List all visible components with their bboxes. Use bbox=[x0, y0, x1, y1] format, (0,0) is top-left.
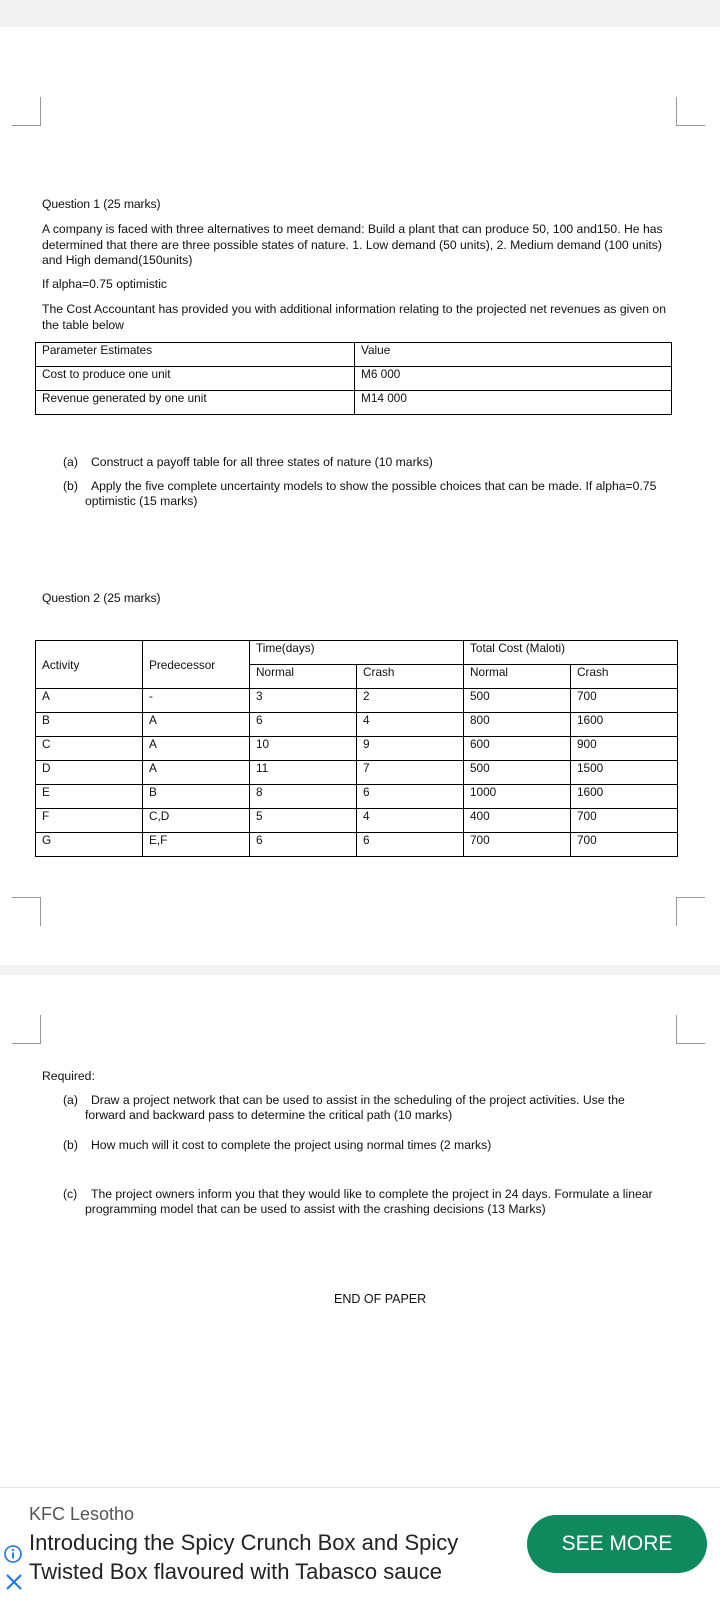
table-cell: 4 bbox=[357, 713, 464, 737]
table-cell: 500 bbox=[464, 689, 571, 713]
q1-part-b bbox=[63, 479, 683, 509]
activity-table bbox=[35, 640, 678, 857]
table-header-cell: Crash bbox=[357, 665, 464, 689]
table-cell: 700 bbox=[464, 833, 571, 857]
table-cell: B bbox=[143, 785, 250, 809]
table-cell: 6 bbox=[250, 713, 357, 737]
activity-table-body bbox=[36, 689, 678, 857]
table-cell: 5 bbox=[250, 809, 357, 833]
table-header-row bbox=[36, 343, 672, 367]
table-cell: A bbox=[143, 713, 250, 737]
table-cell: D bbox=[36, 761, 143, 785]
table-row bbox=[36, 785, 678, 809]
table-cell: E bbox=[36, 785, 143, 809]
table-cell: 11 bbox=[250, 761, 357, 785]
part-text: The project owners inform you that they would like to complete the project in 24 days. Formulate a linear bbox=[91, 1187, 653, 1201]
q2-part-a bbox=[63, 1093, 683, 1123]
table-header-cell: Time(days) bbox=[250, 641, 464, 665]
table-cell: 1000 bbox=[464, 785, 571, 809]
table-cell: Cost to produce one unit bbox=[36, 367, 355, 391]
table-cell: F bbox=[36, 809, 143, 833]
q2-part-b bbox=[63, 1138, 491, 1153]
page-corner-mark bbox=[676, 1015, 705, 1044]
table-cell: 6 bbox=[357, 833, 464, 857]
table-header-cell: Normal bbox=[250, 665, 357, 689]
table-cell: 700 bbox=[571, 833, 678, 857]
q1-alpha-note: If alpha=0.75 optimistic bbox=[42, 277, 167, 291]
table-row bbox=[36, 737, 678, 761]
table-header-row bbox=[36, 641, 678, 665]
table-cell: Value bbox=[355, 343, 672, 367]
part-text: Apply the five complete uncertainty models to show the possible choices that can be made. If alpha=0.75 bbox=[91, 479, 657, 493]
part-label: (a) bbox=[63, 1093, 78, 1107]
table-cell: A bbox=[143, 737, 250, 761]
page-corner-mark bbox=[676, 897, 705, 926]
part-text: optimistic (15 marks) bbox=[85, 494, 198, 508]
table-cell: B bbox=[36, 713, 143, 737]
part-label: (b) bbox=[63, 1138, 78, 1152]
table-cell: 4 bbox=[357, 809, 464, 833]
q1-paragraph-2 bbox=[42, 302, 666, 333]
table-row bbox=[36, 833, 678, 857]
table-header-cell: Normal bbox=[464, 665, 571, 689]
table-cell: G bbox=[36, 833, 143, 857]
page-corner-mark bbox=[12, 897, 41, 926]
table-cell: 1600 bbox=[571, 785, 678, 809]
table-row bbox=[36, 367, 672, 391]
table-cell: Revenue generated by one unit bbox=[36, 391, 355, 415]
ad-headline[interactable]: Introducing the Spicy Crunch Box and Spicy Twisted Box flavoured with Tabasco sauce bbox=[29, 1530, 459, 1584]
text-line: the table below bbox=[42, 317, 124, 332]
ad-banner[interactable] bbox=[0, 1487, 720, 1601]
q1-paragraph-1 bbox=[42, 222, 663, 269]
text-line: determined that there are three possible states of nature. 1. Low demand (50 units), 2. Medium demand (100 units) bbox=[42, 237, 662, 252]
table-cell: 400 bbox=[464, 809, 571, 833]
table-cell: M6 000 bbox=[355, 367, 672, 391]
page-corner-mark bbox=[12, 97, 41, 126]
table-cell: 3 bbox=[250, 689, 357, 713]
part-label: (c) bbox=[63, 1187, 78, 1201]
document-page-2 bbox=[0, 975, 720, 1495]
table-cell: A bbox=[143, 761, 250, 785]
close-icon[interactable] bbox=[5, 1573, 23, 1591]
ad-brand: KFC Lesotho bbox=[29, 1504, 135, 1524]
text-line: A company is faced with three alternatives to meet demand: Build a plant that can produce 50, 100 and150. He has bbox=[42, 222, 663, 236]
question-1-heading: Question 1 (25 marks) bbox=[42, 197, 161, 211]
table-cell: M14 000 bbox=[355, 391, 672, 415]
table-row bbox=[36, 689, 678, 713]
end-of-paper: END OF PAPER bbox=[334, 1292, 427, 1306]
required-heading: Required: bbox=[42, 1069, 95, 1083]
table-row bbox=[36, 391, 672, 415]
text-line: The Cost Accountant has provided you with additional information relating to the projected net revenues as given on bbox=[42, 302, 666, 316]
table-cell: 7 bbox=[357, 761, 464, 785]
table-cell: 2 bbox=[357, 689, 464, 713]
part-text: forward and backward pass to determine the critical path (10 marks) bbox=[85, 1108, 453, 1122]
table-cell: 10 bbox=[250, 737, 357, 761]
table-cell: - bbox=[143, 689, 250, 713]
table-cell: 600 bbox=[464, 737, 571, 761]
page-corner-mark bbox=[676, 97, 705, 126]
part-label: (a) bbox=[63, 455, 78, 469]
table-cell: 500 bbox=[464, 761, 571, 785]
part-text: Draw a project network that can be used to assist in the scheduling of the project activities. Use the bbox=[91, 1093, 625, 1107]
table-header-cell: Total Cost (Maloti) bbox=[464, 641, 678, 665]
table-cell: 1600 bbox=[571, 713, 678, 737]
q1-part-a bbox=[63, 455, 433, 470]
table-cell: 700 bbox=[571, 689, 678, 713]
table-cell: C,D bbox=[143, 809, 250, 833]
q2-part-c bbox=[63, 1187, 683, 1217]
part-text: Construct a payoff table for all three states of nature (10 marks) bbox=[91, 455, 433, 469]
see-more-button[interactable]: SEE MORE bbox=[527, 1515, 707, 1573]
table-row bbox=[36, 761, 678, 785]
table-row bbox=[36, 809, 678, 833]
table-cell: 700 bbox=[571, 809, 678, 833]
question-2-heading: Question 2 (25 marks) bbox=[42, 591, 161, 605]
table-cell: 900 bbox=[571, 737, 678, 761]
part-text: programming model that can be used to assist with the crashing decisions (13 Marks) bbox=[85, 1202, 546, 1216]
table-cell: 9 bbox=[357, 737, 464, 761]
part-label: (b) bbox=[63, 479, 78, 493]
page-corner-mark bbox=[12, 1015, 41, 1044]
info-icon[interactable] bbox=[4, 1545, 22, 1563]
table-header-cell: Predecessor bbox=[143, 641, 250, 689]
table-cell: E,F bbox=[143, 833, 250, 857]
parameter-table bbox=[35, 342, 672, 415]
table-cell: A bbox=[36, 689, 143, 713]
table-cell: 1500 bbox=[571, 761, 678, 785]
part-text: How much will it cost to complete the project using normal times (2 marks) bbox=[91, 1138, 492, 1152]
table-cell: 6 bbox=[250, 833, 357, 857]
table-cell: 800 bbox=[464, 713, 571, 737]
document-page-1 bbox=[0, 27, 720, 965]
table-header-cell: Crash bbox=[571, 665, 678, 689]
text-line: and High demand(150units) bbox=[42, 253, 193, 267]
table-cell: 6 bbox=[357, 785, 464, 809]
table-row bbox=[36, 713, 678, 737]
table-cell: C bbox=[36, 737, 143, 761]
table-cell: Parameter Estimates bbox=[36, 343, 355, 367]
table-header-cell: Activity bbox=[36, 641, 143, 689]
table-cell: 8 bbox=[250, 785, 357, 809]
